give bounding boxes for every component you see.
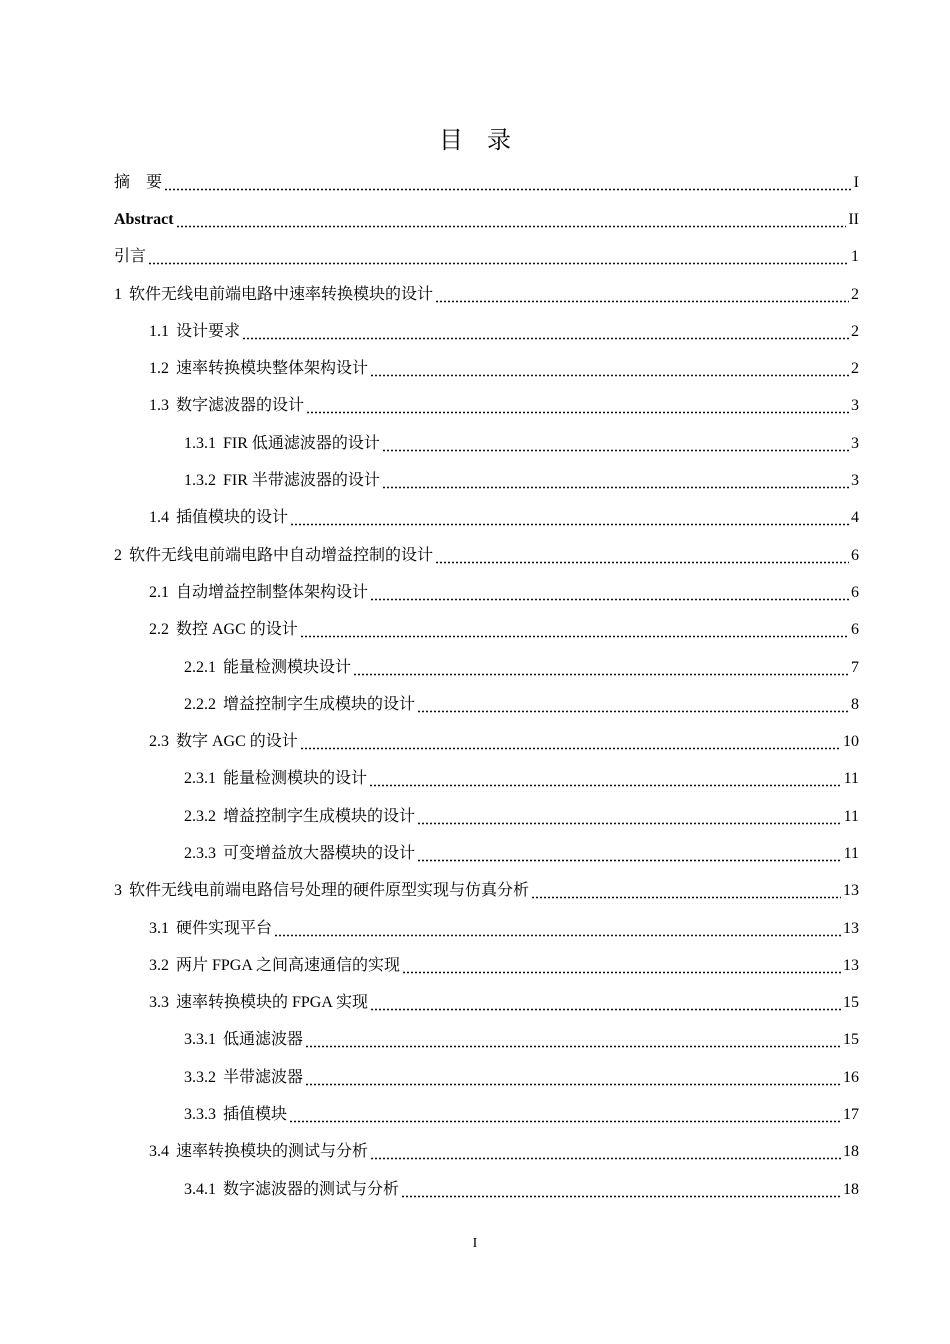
toc-entry[interactable] [114,985,859,1022]
toc-entry[interactable] [114,500,859,537]
toc-entry-number: 1.1 [149,322,169,340]
toc-entry-page: 3 [851,434,859,452]
toc-entry[interactable] [114,201,859,238]
toc-entry-number: 3.2 [149,956,169,974]
dot-leader [306,398,849,414]
toc-entry-label: 软件无线电前端电路中自动增益控制的设计 [129,546,434,564]
toc-entry-label: 自动增益控制整体架构设计 [176,583,369,601]
dot-leader [382,473,849,489]
toc-entry-page: 13 [843,882,859,900]
page-number-footer: I [472,1236,478,1251]
dot-leader [242,324,849,340]
toc-entry-page: 11 [843,844,859,862]
toc-entry[interactable] [114,873,859,910]
toc-entry[interactable] [114,164,859,201]
dot-leader [305,1070,841,1086]
toc-entry-page: 11 [843,807,859,825]
toc-entry[interactable] [114,537,859,574]
toc-entry[interactable] [114,947,859,984]
toc-entry-label: 增益控制字生成模块的设计 [223,695,416,713]
toc-entry-label: 引言 [114,248,147,266]
toc-entry-label: 摘 要 [114,173,163,191]
toc-entry-page: 2 [851,322,859,340]
toc-entry-page: 16 [843,1068,859,1086]
toc-entry[interactable] [114,313,859,350]
toc-entry-number: 2.3.1 [184,770,216,788]
toc-entry-number: 2.3.3 [184,844,216,862]
toc-entry[interactable] [114,1171,859,1208]
toc-entry-label: 数控 AGC 的设计 [176,621,298,639]
toc-entry-number: 1.2 [149,360,169,378]
toc-entry-number: 1.4 [149,509,169,527]
dot-leader [370,1144,841,1160]
toc-entry-page: 4 [851,509,859,527]
dot-leader [176,212,847,228]
toc-entry-label: 速率转换模块整体架构设计 [176,360,369,378]
toc-entry-label: 插值模块的设计 [176,509,289,527]
dot-leader [417,697,849,713]
toc-entry-page: 6 [851,546,859,564]
toc-entry[interactable] [114,761,859,798]
toc-entry-label: 增益控制字生成模块的设计 [223,807,416,825]
toc-entry-label: 软件无线电前端电路中速率转换模块的设计 [129,285,434,303]
dot-leader [531,883,841,899]
toc-entry[interactable] [114,1134,859,1171]
dot-leader [300,734,841,750]
toc-entry[interactable] [114,723,859,760]
dot-leader [370,995,841,1011]
toc-entry-number: 1 [114,285,122,303]
toc-entry[interactable] [114,1059,859,1096]
toc-entry[interactable] [114,574,859,611]
toc-entry-number: 3.4 [149,1143,169,1161]
toc-entry-label: 可变增益放大器模块的设计 [223,844,416,862]
toc-entry[interactable] [114,276,859,313]
toc-entry-label: 数字 AGC 的设计 [176,733,298,751]
dot-leader [401,1182,841,1198]
toc-entry[interactable] [114,1022,859,1059]
toc-entry-number: 1.3.2 [184,472,216,490]
dot-leader [402,958,841,974]
dot-leader [369,771,842,787]
page-title: 目录 [439,126,535,154]
toc-entry-page: 7 [851,658,859,676]
toc-entry[interactable] [114,835,859,872]
toc-entry-label: 速率转换模块的测试与分析 [176,1143,369,1161]
toc-entry-page: 10 [843,733,859,751]
toc-entry-label: 数字滤波器的测试与分析 [223,1180,400,1198]
toc-entry-page: 6 [851,621,859,639]
toc-entry[interactable] [114,910,859,947]
dot-leader [289,1107,841,1123]
toc-entry-label: FIR 低通滤波器的设计 [223,434,380,452]
toc-entry-label: 低通滤波器 [223,1031,304,1049]
toc-entry-label: 速率转换模块的 FPGA 实现 [176,994,369,1012]
toc-entry-label: 插值模块 [223,1106,288,1124]
toc-entry-number: 2.2 [149,621,169,639]
dot-leader [435,287,849,303]
toc-entry-number: 1.3.1 [184,434,216,452]
toc-entry-page: 3 [851,397,859,415]
dot-leader [148,249,849,265]
table-of-contents [114,164,859,1208]
toc-entry-number: 1.3 [149,397,169,415]
toc-entry-label: FIR 半带滤波器的设计 [223,472,380,490]
toc-entry-label: 能量检测模块的设计 [223,770,368,788]
dot-leader [164,175,852,191]
toc-entry-page: 2 [851,360,859,378]
toc-entry[interactable] [114,649,859,686]
toc-entry-number: 2.2.1 [184,658,216,676]
toc-entry-label: Abstract [114,210,174,228]
toc-entry[interactable] [114,425,859,462]
toc-entry-page: II [848,210,859,228]
toc-entry[interactable] [114,462,859,499]
toc-entry-label: 数字滤波器的设计 [176,397,305,415]
dot-leader [353,660,849,676]
toc-entry[interactable] [114,1096,859,1133]
toc-entry[interactable] [114,350,859,387]
dot-leader [370,361,849,377]
toc-entry-number: 2.2.2 [184,695,216,713]
toc-entry-page: 8 [851,695,859,713]
toc-entry-label: 硬件实现平台 [176,919,273,937]
toc-entry-page: 2 [851,285,859,303]
toc-entry-page: 3 [851,472,859,490]
toc-entry-page: 17 [843,1106,859,1124]
toc-entry-number: 2.3 [149,733,169,751]
toc-entry-label: 软件无线电前端电路信号处理的硬件原型实现与仿真分析 [129,882,530,900]
toc-entry-page: 13 [843,956,859,974]
toc-entry-number: 2 [114,546,122,564]
toc-entry-number: 3.3 [149,994,169,1012]
toc-entry-label: 半带滤波器 [223,1068,304,1086]
toc-entry-page: 18 [843,1143,859,1161]
dot-leader [290,510,849,526]
toc-entry[interactable] [114,612,859,649]
toc-entry-number: 3.4.1 [184,1180,216,1198]
toc-entry-page: 1 [851,248,859,266]
toc-entry[interactable] [114,239,859,276]
dot-leader [300,622,849,638]
dot-leader [382,436,849,452]
toc-entry-label: 能量检测模块设计 [223,658,352,676]
toc-entry-label: 两片 FPGA 之间高速通信的实现 [176,956,401,974]
toc-entry[interactable] [114,798,859,835]
toc-entry-number: 2.3.2 [184,807,216,825]
toc-entry-number: 3.3.3 [184,1106,216,1124]
toc-entry-number: 2.1 [149,583,169,601]
dot-leader [305,1032,841,1048]
dot-leader [274,921,841,937]
toc-entry[interactable] [114,686,859,723]
toc-entry-page: I [853,173,859,191]
dot-leader [417,809,842,825]
dot-leader [435,548,849,564]
toc-entry-page: 15 [843,994,859,1012]
toc-entry-page: 18 [843,1180,859,1198]
toc-entry-page: 13 [843,919,859,937]
toc-entry-number: 3.3.1 [184,1031,216,1049]
toc-entry-number: 3 [114,882,122,900]
toc-entry-number: 3.3.2 [184,1068,216,1086]
dot-leader [370,585,849,601]
toc-entry-label: 设计要求 [176,322,241,340]
toc-entry-page: 11 [843,770,859,788]
toc-entry[interactable] [114,388,859,425]
toc-entry-page: 15 [843,1031,859,1049]
toc-entry-number: 3.1 [149,919,169,937]
dot-leader [417,846,842,862]
toc-entry-page: 6 [851,583,859,601]
